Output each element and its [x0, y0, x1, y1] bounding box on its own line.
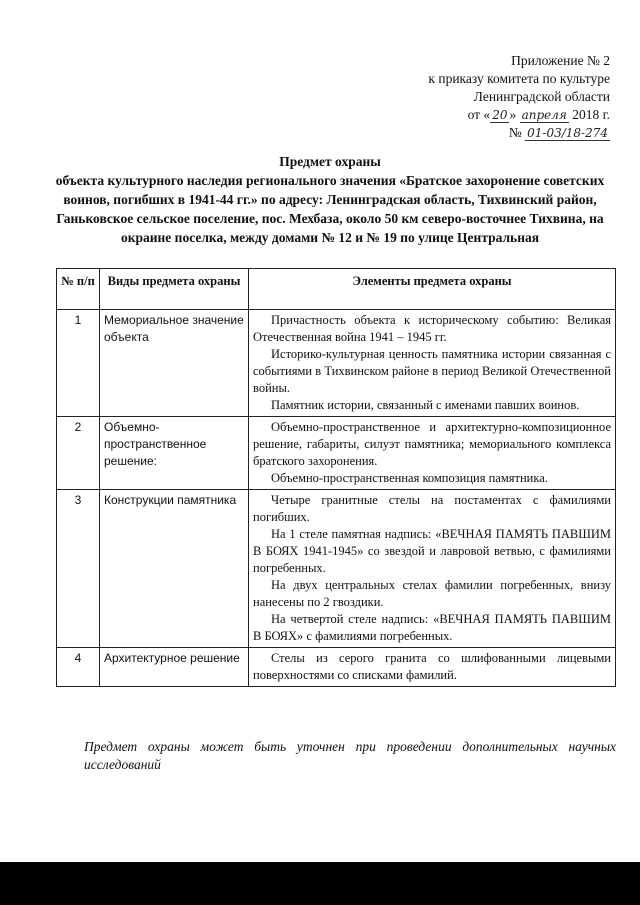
- table-row: [57, 417, 616, 490]
- element-paragraph: На двух центральных стелах фамилии погребенных, внизу нанесены по 2 гвоздики.: [253, 578, 611, 609]
- row-elements: [249, 310, 616, 417]
- row-num: [57, 310, 100, 417]
- table-row: [57, 310, 616, 417]
- element-paragraph: Четыре гранитные стелы на постаментах с фамилиями погибших.: [253, 493, 611, 524]
- date-quote: »: [509, 107, 517, 122]
- element-paragraph: Объемно-пространственное и архитектурно-композиционное решение, габариты, силуэт памятника; мемориального комплекса братского захоронения.: [253, 420, 611, 468]
- header-type: Виды предмета охраны: [100, 269, 249, 310]
- element-paragraph: Причастность объекта к историческому событию: Великая Отечественная война 1941 – 1945 гг.: [253, 313, 611, 344]
- table-header-row: [57, 269, 616, 310]
- element-paragraph: Памятник истории, связанный с именами павших воинов.: [271, 398, 580, 412]
- header-elements: Элементы предмета охраны: [249, 269, 616, 310]
- title-heading: Предмет охраны: [279, 154, 381, 169]
- row-type-text: Архитектурное решение: [104, 651, 240, 665]
- footnote: Предмет охраны может быть уточнен при проведении дополнительных научных исследований: [84, 739, 616, 772]
- row-type: [100, 648, 249, 687]
- row-type-text: Объемно-пространственное решение:: [104, 420, 207, 468]
- row-type: [100, 490, 249, 648]
- table-row: [57, 648, 616, 687]
- date-year: 2018 г.: [572, 107, 610, 122]
- bottom-black-band: [0, 862, 640, 905]
- row-type: [100, 310, 249, 417]
- row-num-text: 1: [74, 313, 82, 327]
- document-title: [40, 152, 620, 247]
- date-prefix: от «: [467, 107, 491, 122]
- table-row: [57, 490, 616, 648]
- element-paragraph: На 1 стеле памятная надпись: «ВЕЧНАЯ ПАМЯТЬ ПАВШИМ В БОЯХ 1941-1945» со звездой и лавровой ветвью, с фамилиями погребенных.: [253, 527, 611, 575]
- date-month-handwritten: апреля: [521, 108, 567, 122]
- row-type: [100, 417, 249, 490]
- row-num-text: 3: [74, 493, 82, 507]
- number-prefix: №: [508, 125, 522, 140]
- protection-table: [56, 268, 616, 687]
- element-paragraph: Объемно-пространственная композиция памятника.: [271, 471, 548, 485]
- row-num: [57, 417, 100, 490]
- row-type-text: Мемориальное значение объекта: [104, 313, 244, 344]
- row-elements: [249, 490, 616, 648]
- element-paragraph: Историко-культурная ценность памятника истории связанная с событиями в Тихвинском районе в период Великой Отечественной войны.: [253, 347, 611, 395]
- appendix-number-line: [350, 124, 610, 142]
- row-num: [57, 648, 100, 687]
- row-elements: [249, 417, 616, 490]
- appendix-date-line: [350, 106, 610, 124]
- appendix-region-line: Ленинградской области: [473, 89, 610, 104]
- number-handwritten: 01-03/18-274: [527, 126, 608, 140]
- header-num: № п/п: [57, 269, 100, 310]
- row-num-text: 2: [74, 420, 82, 434]
- appendix-title: Приложение № 2: [511, 53, 610, 68]
- element-paragraph: Стелы из серого гранита со шлифованными лицевыми поверхностями со списками фамилий.: [253, 651, 611, 682]
- row-num-text: 4: [74, 651, 82, 665]
- row-elements: [249, 648, 616, 687]
- appendix-header: [350, 52, 610, 142]
- date-day-handwritten: 20: [492, 108, 508, 122]
- row-type-text: Конструкции памятника: [104, 493, 237, 507]
- appendix-order-line: к приказу комитета по культуре: [428, 71, 610, 86]
- title-description: объекта культурного наследия регионального значения «Братское захоронение советских воинов, погибших в 1941-44 гг.» по адресу: Ленинградская область, Тихвинский район, Ганьковское сельское поселение, пос. Мехбаза, около 50 км северо-восточнее Тихвина, на окраине поселка, между домами № 12 и № 19 по улице Центральная: [55, 173, 605, 245]
- element-paragraph: На четвертой стеле надпись: «ВЕЧНАЯ ПАМЯТЬ ПАВШИМ В БОЯХ» с фамилиями погребенных.: [253, 612, 611, 643]
- row-num: [57, 490, 100, 648]
